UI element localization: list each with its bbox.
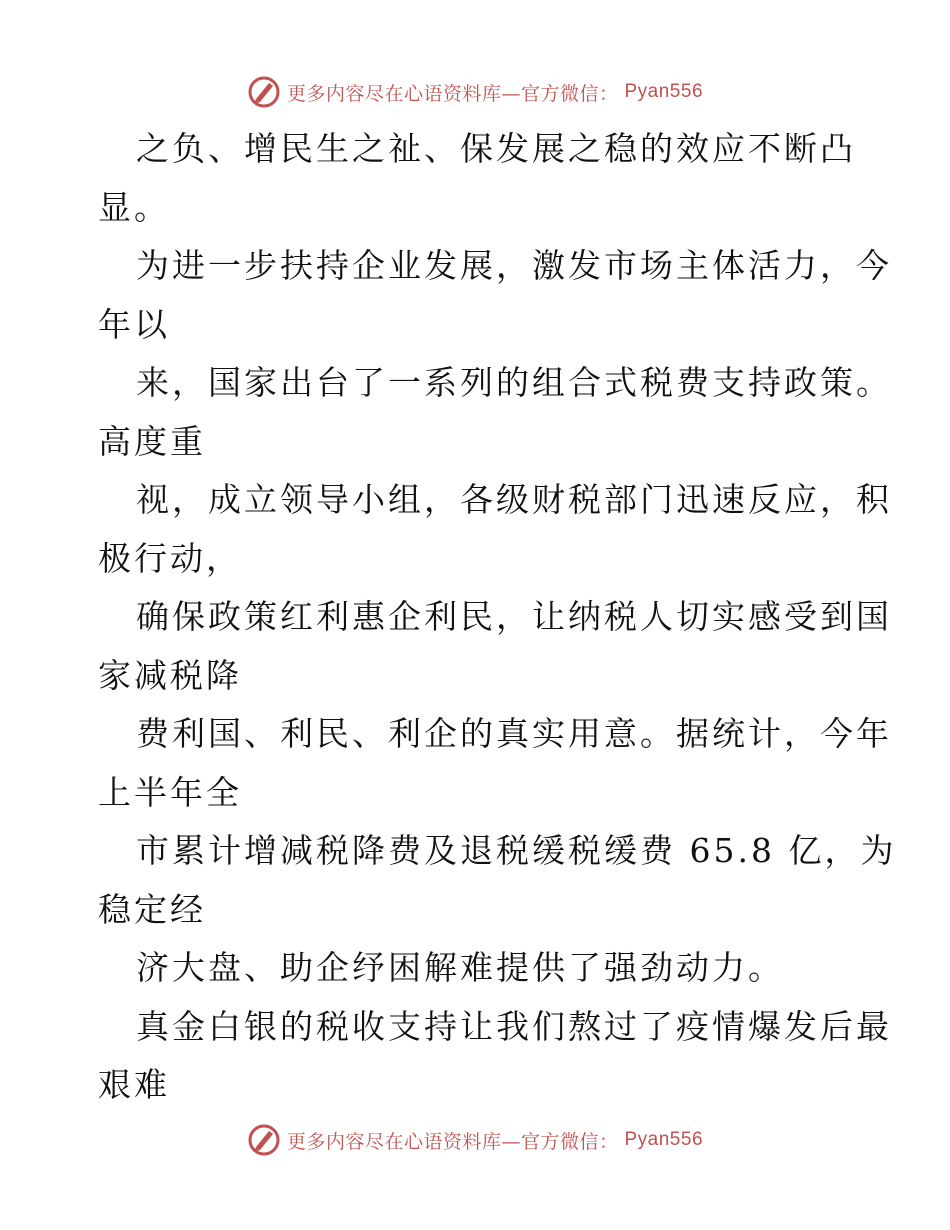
footer-wechat-id: Pyan556 xyxy=(624,1129,704,1150)
body-line: 确保政策红利惠企利民，让纳税人切实感受到国 xyxy=(136,597,892,636)
body-line: 真金白银的税收支持让我们熬过了疫情爆发后最 xyxy=(136,1006,892,1046)
header-wechat-id: Pyan556 xyxy=(624,81,704,102)
header-banner xyxy=(0,72,950,112)
body-line: 家减税降 xyxy=(98,655,242,695)
body-line: 稳定经 xyxy=(98,889,206,929)
body-line: 上半年全 xyxy=(98,772,242,812)
footer-banner xyxy=(0,1120,950,1160)
body-line: 济大盘、助企纾困解难提供了强劲动力。 xyxy=(136,948,784,987)
body-line: 显。 xyxy=(98,187,170,227)
brand-logo-icon xyxy=(247,75,281,109)
body-line: 年以 xyxy=(98,304,170,344)
body-line: 高度重 xyxy=(98,421,206,461)
body-line: 费利国、利民、利企的真实用意。据统计，今年 xyxy=(136,714,892,753)
body-line: 极行动， xyxy=(98,538,242,578)
body-line: 来，国家出台了一系列的组合式税费支持政策。 xyxy=(136,363,892,402)
body-line: 之负、增民生之祉、保发展之稳的效应不断凸 xyxy=(136,129,856,168)
body-line: 市累计增减税降费及退税缓税缓费 65.8 亿，为 xyxy=(136,831,897,870)
header-banner-text: 更多内容尽在心语资料库—官方微信： xyxy=(286,82,619,105)
footer-banner-text: 更多内容尽在心语资料库—官方微信： xyxy=(286,1130,619,1153)
body-line: 视，成立领导小组，各级财税部门迅速反应，积 xyxy=(136,480,892,519)
body-text xyxy=(98,120,897,1115)
body-line: 艰难 xyxy=(98,1065,170,1104)
brand-logo-icon xyxy=(247,1123,281,1157)
body-line: 为进一步扶持企业发展，激发市场主体活力，今 xyxy=(136,246,892,285)
